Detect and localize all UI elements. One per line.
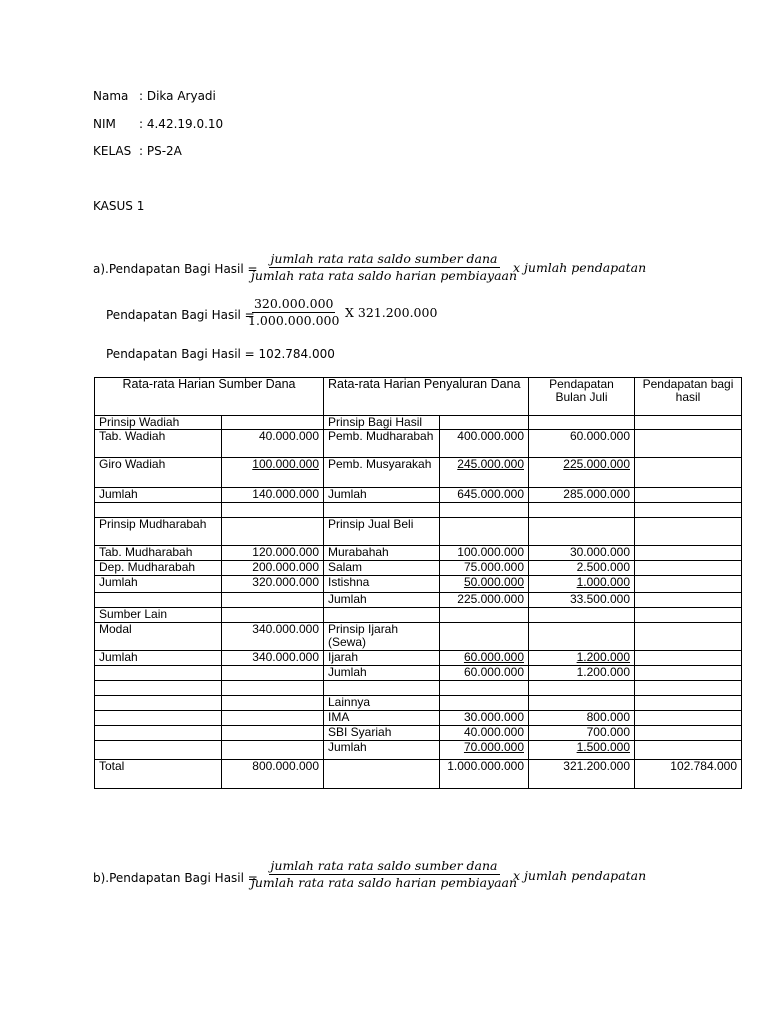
cell-pendapatan-value: 33.500.000	[529, 593, 635, 608]
formula-a2-numerator: 320.000.000	[252, 297, 336, 313]
cell-bagi-hasil-value	[635, 681, 742, 696]
formula-a-fraction	[249, 252, 519, 284]
cell-penyaluran-label: Salam	[324, 561, 440, 576]
cell-pendapatan-value: 700.000	[529, 726, 635, 741]
kelas-line	[93, 144, 182, 158]
table-row	[95, 561, 742, 576]
cell-penyaluran-value: 30.000.000	[440, 711, 529, 726]
cell-penyaluran-label	[324, 503, 440, 518]
table-row	[95, 458, 742, 488]
cell-penyaluran-label: Jumlah	[324, 488, 440, 503]
cell-sumber-label	[95, 593, 222, 608]
cell-sumber-value	[222, 608, 324, 623]
cell-sumber-value	[222, 593, 324, 608]
table-row	[95, 518, 742, 546]
formula-a-denominator: jumlah rata rata saldo harian pembiayaan	[251, 268, 518, 284]
header-bagi-hasil: Pendapatan bagi hasil	[635, 378, 742, 416]
cell-bagi-hasil-value	[635, 623, 742, 651]
cell-sumber-value: 40.000.000	[222, 430, 324, 458]
cell-penyaluran-value: 1.000.000.000	[440, 760, 529, 789]
cell-pendapatan-value: 30.000.000	[529, 546, 635, 561]
table-row	[95, 681, 742, 696]
table-row	[95, 696, 742, 711]
table-row	[95, 416, 742, 430]
cell-penyaluran-value	[440, 608, 529, 623]
cell-sumber-value: 120.000.000	[222, 546, 324, 561]
cell-pendapatan-value	[529, 503, 635, 518]
cell-penyaluran-value	[440, 518, 529, 546]
formula-b-denominator: jumlah rata rata saldo harian pembiayaan	[251, 875, 518, 891]
table-header-row	[95, 378, 742, 416]
table-row	[95, 488, 742, 503]
cell-penyaluran-label: Lainnya	[324, 696, 440, 711]
cell-penyaluran-label: Prinsip Ijarah (Sewa)	[324, 623, 440, 651]
cell-penyaluran-value	[440, 696, 529, 711]
cell-penyaluran-label: Prinsip Jual Beli	[324, 518, 440, 546]
cell-penyaluran-label: Jumlah	[324, 741, 440, 760]
cell-sumber-label	[95, 666, 222, 681]
nama-value: : Dika Aryadi	[139, 89, 216, 103]
cell-sumber-label	[95, 711, 222, 726]
cell-pendapatan-value	[529, 416, 635, 430]
table-row	[95, 651, 742, 666]
kasus-table	[94, 377, 742, 789]
cell-penyaluran-label: Jumlah	[324, 593, 440, 608]
cell-sumber-label: Prinsip Mudharabah	[95, 518, 222, 546]
cell-sumber-label: Total	[95, 760, 222, 789]
cell-pendapatan-value: 800.000	[529, 711, 635, 726]
case-title: KASUS 1	[93, 199, 145, 213]
cell-pendapatan-value	[529, 681, 635, 696]
cell-pendapatan-value: 60.000.000	[529, 430, 635, 458]
cell-penyaluran-value: 60.000.000	[440, 666, 529, 681]
cell-sumber-label: Jumlah	[95, 651, 222, 666]
cell-sumber-label: Giro Wadiah	[95, 458, 222, 488]
cell-sumber-label: Jumlah	[95, 488, 222, 503]
cell-sumber-label: Tab. Mudharabah	[95, 546, 222, 561]
cell-pendapatan-value: 321.200.000	[529, 760, 635, 789]
cell-bagi-hasil-value	[635, 488, 742, 503]
cell-bagi-hasil-value	[635, 608, 742, 623]
table-row	[95, 711, 742, 726]
cell-penyaluran-label: Pemb. Mudharabah	[324, 430, 440, 458]
cell-bagi-hasil-value	[635, 561, 742, 576]
cell-bagi-hasil-value	[635, 458, 742, 488]
cell-penyaluran-label	[324, 681, 440, 696]
cell-penyaluran-value	[440, 416, 529, 430]
cell-penyaluran-value: 50.000.000	[440, 576, 529, 593]
nim-value: : 4.42.19.0.10	[139, 117, 224, 131]
cell-pendapatan-value: 225.000.000	[529, 458, 635, 488]
cell-sumber-value	[222, 681, 324, 696]
nama-line	[93, 89, 216, 103]
cell-bagi-hasil-value	[635, 711, 742, 726]
formula-b-suffix: x jumlah pendapatan	[513, 868, 647, 883]
cell-pendapatan-value: 1.200.000	[529, 651, 635, 666]
table-row	[95, 593, 742, 608]
formula-a2-fraction	[246, 297, 341, 329]
cell-penyaluran-value: 70.000.000	[440, 741, 529, 760]
cell-sumber-label: Modal	[95, 623, 222, 651]
cell-bagi-hasil-value	[635, 518, 742, 546]
table-row	[95, 546, 742, 561]
table-row	[95, 608, 742, 623]
cell-sumber-label: Jumlah	[95, 576, 222, 593]
formula-a-prefix: a).Pendapatan Bagi Hasil =	[93, 262, 258, 276]
cell-sumber-value	[222, 726, 324, 741]
cell-penyaluran-value: 60.000.000	[440, 651, 529, 666]
cell-penyaluran-label: Jumlah	[324, 666, 440, 681]
cell-pendapatan-value	[529, 608, 635, 623]
table-row	[95, 666, 742, 681]
formula-a-numerator: jumlah rata rata saldo sumber dana	[269, 252, 500, 268]
cell-penyaluran-value	[440, 623, 529, 651]
nim-line	[93, 117, 223, 131]
cell-penyaluran-label: Prinsip Bagi Hasil	[324, 416, 440, 430]
cell-pendapatan-value: 1.500.000	[529, 741, 635, 760]
nama-label: Nama	[93, 89, 129, 103]
cell-penyaluran-value: 40.000.000	[440, 726, 529, 741]
cell-bagi-hasil-value: 102.784.000	[635, 760, 742, 789]
table-row	[95, 726, 742, 741]
table-row	[95, 760, 742, 789]
cell-penyaluran-label: SBI Syariah	[324, 726, 440, 741]
cell-sumber-value: 340.000.000	[222, 651, 324, 666]
cell-bagi-hasil-value	[635, 576, 742, 593]
cell-bagi-hasil-value	[635, 593, 742, 608]
cell-sumber-label: Tab. Wadiah	[95, 430, 222, 458]
formula-a-suffix: x jumlah pendapatan	[513, 260, 647, 275]
header-pendapatan: Pendapatan Bulan Juli	[529, 378, 635, 416]
cell-bagi-hasil-value	[635, 546, 742, 561]
cell-sumber-label: Dep. Mudharabah	[95, 561, 222, 576]
cell-penyaluran-label: Istishna	[324, 576, 440, 593]
cell-sumber-value: 200.000.000	[222, 561, 324, 576]
cell-pendapatan-value: 285.000.000	[529, 488, 635, 503]
kelas-value: : PS-2A	[139, 144, 182, 158]
cell-sumber-value	[222, 518, 324, 546]
table-row	[95, 430, 742, 458]
cell-sumber-value	[222, 711, 324, 726]
cell-sumber-value	[222, 696, 324, 711]
cell-sumber-value	[222, 503, 324, 518]
cell-penyaluran-label: Ijarah	[324, 651, 440, 666]
cell-pendapatan-value: 1.000.000	[529, 576, 635, 593]
cell-pendapatan-value	[529, 518, 635, 546]
cell-sumber-value	[222, 416, 324, 430]
cell-penyaluran-label	[324, 760, 440, 789]
cell-penyaluran-value: 400.000.000	[440, 430, 529, 458]
cell-bagi-hasil-value	[635, 666, 742, 681]
formula-a2-prefix: Pendapatan Bagi Hasil =	[106, 308, 255, 322]
result-a: Pendapatan Bagi Hasil = 102.784.000	[106, 347, 335, 361]
cell-penyaluran-label: Murabahah	[324, 546, 440, 561]
cell-penyaluran-value: 645.000.000	[440, 488, 529, 503]
formula-a2-denominator: 1.000.000.000	[248, 313, 340, 329]
cell-bagi-hasil-value	[635, 416, 742, 430]
formula-b-numerator: jumlah rata rata saldo sumber dana	[269, 859, 500, 875]
nim-label: NIM	[93, 117, 116, 131]
cell-penyaluran-value: 75.000.000	[440, 561, 529, 576]
cell-sumber-value: 100.000.000	[222, 458, 324, 488]
cell-bagi-hasil-value	[635, 696, 742, 711]
table-row	[95, 576, 742, 593]
cell-sumber-label	[95, 681, 222, 696]
cell-pendapatan-value: 1.200.000	[529, 666, 635, 681]
cell-sumber-label: Prinsip Wadiah	[95, 416, 222, 430]
cell-sumber-value	[222, 666, 324, 681]
cell-bagi-hasil-value	[635, 651, 742, 666]
cell-pendapatan-value	[529, 696, 635, 711]
cell-bagi-hasil-value	[635, 726, 742, 741]
cell-bagi-hasil-value	[635, 503, 742, 518]
table-row	[95, 741, 742, 760]
cell-pendapatan-value: 2.500.000	[529, 561, 635, 576]
cell-sumber-label	[95, 726, 222, 741]
cell-sumber-value: 800.000.000	[222, 760, 324, 789]
cell-penyaluran-value	[440, 503, 529, 518]
cell-bagi-hasil-value	[635, 741, 742, 760]
cell-sumber-value: 140.000.000	[222, 488, 324, 503]
cell-pendapatan-value	[529, 623, 635, 651]
cell-penyaluran-value	[440, 681, 529, 696]
cell-penyaluran-label: IMA	[324, 711, 440, 726]
formula-a2-suffix: X 321.200.000	[345, 305, 438, 320]
kelas-label: KELAS	[93, 144, 132, 158]
cell-bagi-hasil-value	[635, 430, 742, 458]
cell-sumber-label: Sumber Lain	[95, 608, 222, 623]
table-row	[95, 623, 742, 651]
table-row	[95, 503, 742, 518]
cell-sumber-label	[95, 741, 222, 760]
cell-penyaluran-value: 245.000.000	[440, 458, 529, 488]
header-penyaluran: Rata-rata Harian Penyaluran Dana	[324, 378, 529, 416]
cell-sumber-label	[95, 503, 222, 518]
cell-penyaluran-label	[324, 608, 440, 623]
cell-sumber-value: 340.000.000	[222, 623, 324, 651]
cell-sumber-value: 320.000.000	[222, 576, 324, 593]
cell-sumber-value	[222, 741, 324, 760]
cell-penyaluran-value: 225.000.000	[440, 593, 529, 608]
formula-b-fraction	[249, 859, 519, 891]
formula-b-prefix: b).Pendapatan Bagi Hasil =	[93, 871, 258, 885]
cell-penyaluran-label: Pemb. Musyarakah	[324, 458, 440, 488]
cell-sumber-label	[95, 696, 222, 711]
cell-penyaluran-value: 100.000.000	[440, 546, 529, 561]
header-sumber: Rata-rata Harian Sumber Dana	[95, 378, 324, 416]
